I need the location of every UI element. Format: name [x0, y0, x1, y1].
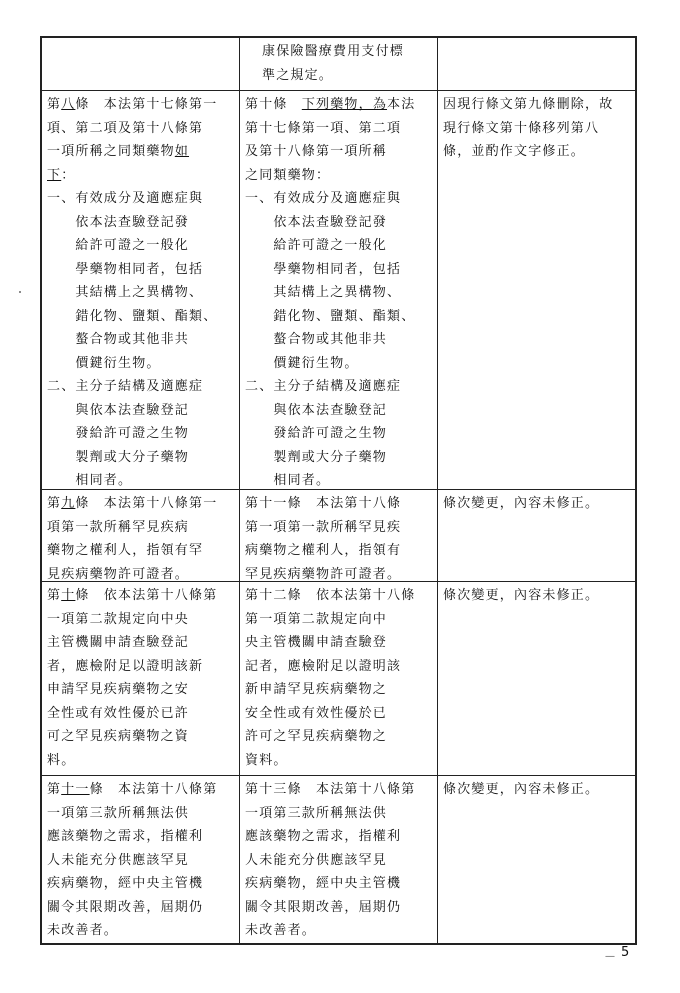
- scan-speck: [19, 291, 21, 293]
- article-heading: [47, 778, 235, 802]
- page-number: 5: [621, 945, 630, 960]
- footer-dash: —: [605, 951, 615, 962]
- list-item: [245, 187, 433, 375]
- item-marker: 二、: [245, 379, 274, 394]
- text-line: 給許可證之一般化: [273, 238, 388, 253]
- text-line: 關令其限期改善，屆期仍: [245, 899, 402, 915]
- text-line: 依本法查驗登記發: [273, 214, 388, 230]
- article-heading: 第十一條 本法第十八條: [245, 496, 402, 511]
- list-item: [47, 375, 235, 493]
- text-line: 關令其限期改善，屆期仍: [47, 899, 204, 915]
- text-line: 現行條文第十條移列第八: [443, 120, 600, 136]
- article-heading: [47, 584, 235, 608]
- article-heading: [47, 93, 235, 117]
- heading-text: 第: [47, 496, 62, 511]
- text-line: [47, 140, 235, 164]
- heading-text: 第: [47, 588, 62, 603]
- text-line: 一項第三款所稱無法供: [47, 805, 190, 821]
- text-line: 因現行條文第九條刪除，故: [443, 97, 614, 112]
- text-line: 可之罕見疾病藥物之資: [47, 729, 190, 744]
- text-line: 央主管機關申請查驗登: [245, 635, 388, 650]
- row3-current-cell: [240, 582, 438, 775]
- row1-amended-cell: [42, 91, 240, 489]
- text-line: 主分子結構及適應症: [273, 379, 402, 394]
- text-line: 人未能充分供應該罕見: [245, 852, 388, 868]
- underlined-text: 下列藥物，為: [301, 97, 388, 112]
- text-line: 條次變更，內容未修正。: [443, 588, 600, 603]
- row1-current-cell: [240, 91, 438, 489]
- amendment-comparison-table: [40, 36, 637, 945]
- text-line: 疾病藥物，經中央主管機: [245, 876, 402, 891]
- article-heading: 第十三條 本法第十八條第: [245, 782, 416, 797]
- table-row: [42, 775, 635, 943]
- text-line: 與依本法查驗登記: [273, 402, 388, 418]
- text-line: 有效成分及適應症與: [273, 191, 402, 206]
- text-line: 一項第二款規定向中央: [47, 611, 190, 627]
- text-line: 條次變更，內容未修正。: [443, 496, 600, 511]
- text-line: 發給許可證之生物: [273, 426, 388, 441]
- text-line: 第十七條第一項、第二項: [245, 120, 402, 136]
- text-line: 第一項第一款所稱罕見疾: [245, 519, 402, 535]
- heading-text: 條 依本法第十八條第: [75, 588, 218, 603]
- row4-note-cell: [438, 776, 635, 943]
- article-heading: [245, 93, 433, 117]
- text-line: 新申請罕見疾病藥物之: [245, 682, 388, 697]
- text-line: 錯化物、鹽類、酯類、: [75, 308, 218, 324]
- list-item: [245, 375, 433, 493]
- text-line: 相同者。: [273, 473, 331, 488]
- text-line: 及第十八條第一項所稱: [245, 144, 388, 159]
- text-line: 給許可證之一般化: [75, 238, 190, 253]
- text-line: 條，並酌作文字修正。: [443, 144, 586, 159]
- text-line: [47, 164, 235, 188]
- underlined-article-number: 八: [61, 97, 76, 112]
- text-line: 有效成分及適應症與: [75, 191, 204, 206]
- text-line: 學藥物相同者，包括: [75, 261, 204, 277]
- row0-current-cell: [240, 38, 438, 90]
- text-line: 依本法查驗登記發: [75, 214, 190, 230]
- item-marker: 一、: [245, 191, 274, 206]
- text-line: 見疾病藥物許可證者。: [47, 566, 190, 582]
- text-line: 錯化物、鹽類、酯類、: [273, 308, 416, 324]
- text-line: 之同類藥物：: [245, 167, 331, 183]
- underlined-text: 下: [47, 167, 62, 183]
- row2-current-cell: [240, 490, 438, 581]
- text-line: 未改善者。: [245, 923, 317, 938]
- item-text: [75, 187, 235, 375]
- heading-text: 條 本法第十七條第一: [75, 97, 218, 112]
- row3-amended-cell: [42, 582, 240, 775]
- heading-text: 第: [47, 782, 62, 797]
- text-line: 項、第二項及第十八條第: [47, 120, 204, 136]
- heading-text: 本法: [387, 97, 416, 112]
- article-heading: [47, 492, 235, 516]
- item-text: [273, 375, 433, 493]
- heading-text: 第: [47, 97, 62, 112]
- text-line: 主管機關申請查驗登記: [47, 635, 190, 650]
- text-line: 許可之罕見疾病藥物之: [245, 729, 388, 744]
- text-line: 病藥物之權利人，指領有: [245, 543, 402, 558]
- row2-note-cell: [438, 490, 635, 581]
- list-item: [47, 187, 235, 375]
- text-line: 螯合物或其他非共: [75, 332, 190, 347]
- text-line: 準之規定。: [262, 67, 334, 83]
- text-line: 資料。: [245, 752, 288, 768]
- table-row: [42, 489, 635, 581]
- text-line: 藥物之權利人，指領有罕: [47, 543, 204, 558]
- text-line: 第一項第二款規定向中: [245, 611, 388, 627]
- text-line: 與依本法查驗登記: [75, 402, 190, 418]
- text-span: ：: [61, 167, 76, 183]
- text-span: 一項所稱之同類藥物: [47, 144, 175, 159]
- underlined-article-number: 十一: [61, 782, 90, 797]
- text-line: 者，應檢附足以證明該新: [47, 658, 204, 674]
- underlined-article-number: 九: [61, 496, 76, 511]
- underlined-article-number: 十: [61, 588, 76, 603]
- item-marker: 二、: [47, 379, 76, 394]
- row2-amended-cell: [42, 490, 240, 581]
- text-line: 安全性或有效性優於已: [245, 705, 388, 721]
- text-line: 應該藥物之需求，指權利: [47, 829, 204, 844]
- text-line: 價鍵衍生物。: [75, 355, 161, 371]
- item-text: [273, 187, 433, 375]
- item-text: [75, 375, 235, 493]
- text-line: 申請罕見疾病藥物之安: [47, 682, 190, 697]
- text-line: 應該藥物之需求，指權利: [245, 829, 402, 844]
- heading-text: 條 本法第十八條第: [89, 782, 218, 797]
- heading-text: 第十條: [245, 97, 302, 112]
- text-line: 人未能充分供應該罕見: [47, 852, 190, 868]
- text-line: 項第一款所稱罕見疾病: [47, 519, 190, 535]
- text-line: 其結構上之異構物、: [273, 285, 402, 300]
- text-line: 發給許可證之生物: [75, 426, 190, 441]
- text-line: 條次變更，內容未修正。: [443, 782, 600, 797]
- text-line: 康保險醫療費用支付標: [262, 44, 405, 59]
- text-line: 未改善者。: [47, 923, 119, 938]
- underlined-text: 如: [174, 144, 190, 159]
- row4-current-cell: [240, 776, 438, 943]
- row0-amended-cell: [42, 38, 240, 90]
- text-line: 製劑或大分子藥物: [75, 449, 190, 465]
- table-row: [42, 38, 635, 90]
- text-line: 一項第三款所稱無法供: [245, 805, 388, 821]
- text-line: 製劑或大分子藥物: [273, 449, 388, 465]
- text-line: 價鍵衍生物。: [273, 355, 359, 371]
- text-line: 其結構上之異構物、: [75, 285, 204, 300]
- text-line: 螯合物或其他非共: [273, 332, 388, 347]
- text-line: 主分子結構及適應症: [75, 379, 204, 394]
- row4-amended-cell: [42, 776, 240, 943]
- text-line: 料。: [47, 752, 76, 768]
- article-heading: 第十二條 依本法第十八條: [245, 588, 416, 603]
- row3-note-cell: [438, 582, 635, 775]
- text-line: 相同者。: [75, 473, 133, 488]
- table-row: [42, 581, 635, 775]
- heading-text: 條 本法第十八條第一: [75, 496, 218, 511]
- text-line: 疾病藥物，經中央主管機: [47, 876, 204, 891]
- text-line: 全性或有效性優於已許: [47, 705, 190, 721]
- table-row: [42, 90, 635, 489]
- text-line: 記者，應檢附足以證明該: [245, 658, 402, 674]
- item-marker: 一、: [47, 191, 76, 206]
- row1-note-cell: [438, 91, 635, 489]
- row0-note-cell: [438, 38, 635, 90]
- text-line: 學藥物相同者，包括: [273, 261, 402, 277]
- text-line: 罕見疾病藥物許可證者。: [245, 566, 402, 582]
